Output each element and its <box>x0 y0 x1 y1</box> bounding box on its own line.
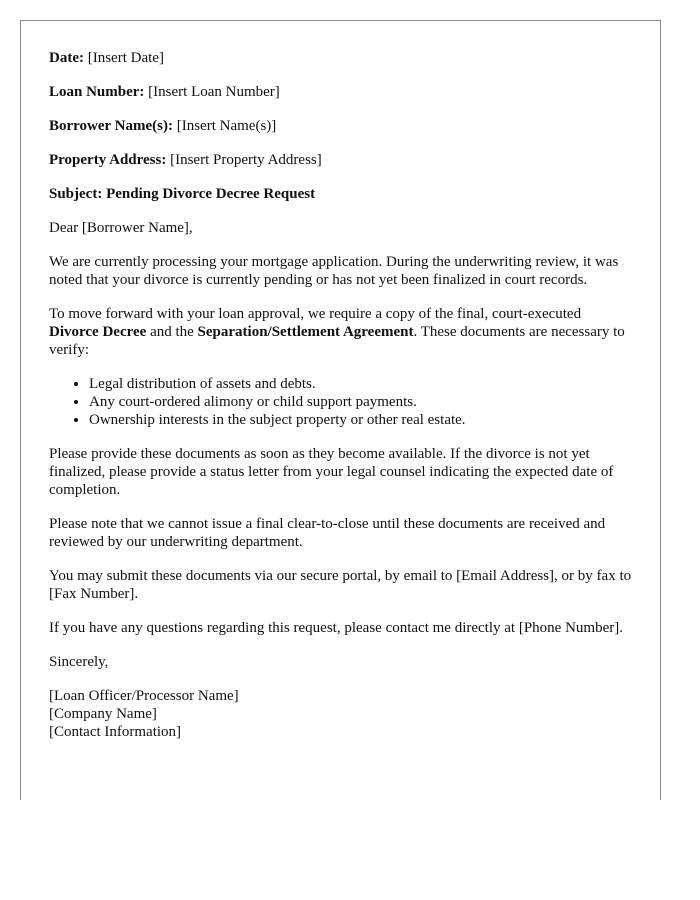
paragraph-intro: We are currently processing your mortgage application. During the underwriting review, it was noted that your divorce is currently pending or has not yet been finalized in court records. <box>49 254 619 288</box>
signature-company: [Company Name] <box>49 706 157 722</box>
paragraph-submission: You may submit these documents via our secure portal, by email to [Email Address], or by fax to [Fax Number]. <box>49 568 632 602</box>
property-value: [Insert Property Address] <box>170 152 322 168</box>
verification-list <box>49 375 632 429</box>
date-label: Date: <box>49 50 84 66</box>
paragraph-requirements-text-b: and the <box>146 324 198 340</box>
signature-name: [Loan Officer/Processor Name] <box>49 688 239 704</box>
property-line <box>49 151 632 169</box>
paragraph-requirements-text-a: To move forward with your loan approval, we require a copy of the final, court-executed <box>49 306 582 322</box>
list-item: • Legal distribution of assets and debts. <box>89 375 632 393</box>
paragraph-clear-to-close: Please note that we cannot issue a final clear-to-close until these documents are received and reviewed by our underwriting department. <box>49 516 606 550</box>
closing: Sincerely, <box>49 654 109 670</box>
loan-number-line <box>49 83 632 101</box>
list-item: • Any court-ordered alimony or child support payments. <box>89 393 632 411</box>
letter-page <box>20 20 661 800</box>
divorce-decree-term: Divorce Decree <box>49 324 147 340</box>
signature-contact: [Contact Information] <box>49 724 182 740</box>
salutation: Dear [Borrower Name], <box>49 220 193 236</box>
borrower-line <box>49 117 632 135</box>
list-item: • Ownership interests in the subject property or other real estate. <box>89 411 632 429</box>
loan-number-value: [Insert Loan Number] <box>148 84 280 100</box>
loan-number-label: Loan Number: <box>49 84 145 100</box>
paragraph-provide-documents: Please provide these documents as soon as they become available. If the divorce is not yet finalized, please provide a status letter from your legal counsel indicating the expected date of completion. <box>49 446 614 498</box>
date-value: [Insert Date] <box>87 50 164 66</box>
property-label: Property Address: <box>49 152 167 168</box>
paragraph-requirements-text-c: . These documents are necessary to verify: <box>49 324 625 358</box>
subject-line: Subject: Pending Divorce Decree Request <box>49 186 316 202</box>
date-line <box>49 49 632 67</box>
borrower-label: Borrower Name(s): <box>49 118 173 134</box>
borrower-value: [Insert Name(s)] <box>176 118 277 134</box>
settlement-agreement-term: Separation/Settlement Agreement <box>197 324 414 340</box>
signature-block <box>49 687 632 741</box>
paragraph-contact: If you have any questions regarding this request, please contact me directly at [Phone Number]. <box>49 620 623 636</box>
paragraph-requirements <box>49 305 632 359</box>
